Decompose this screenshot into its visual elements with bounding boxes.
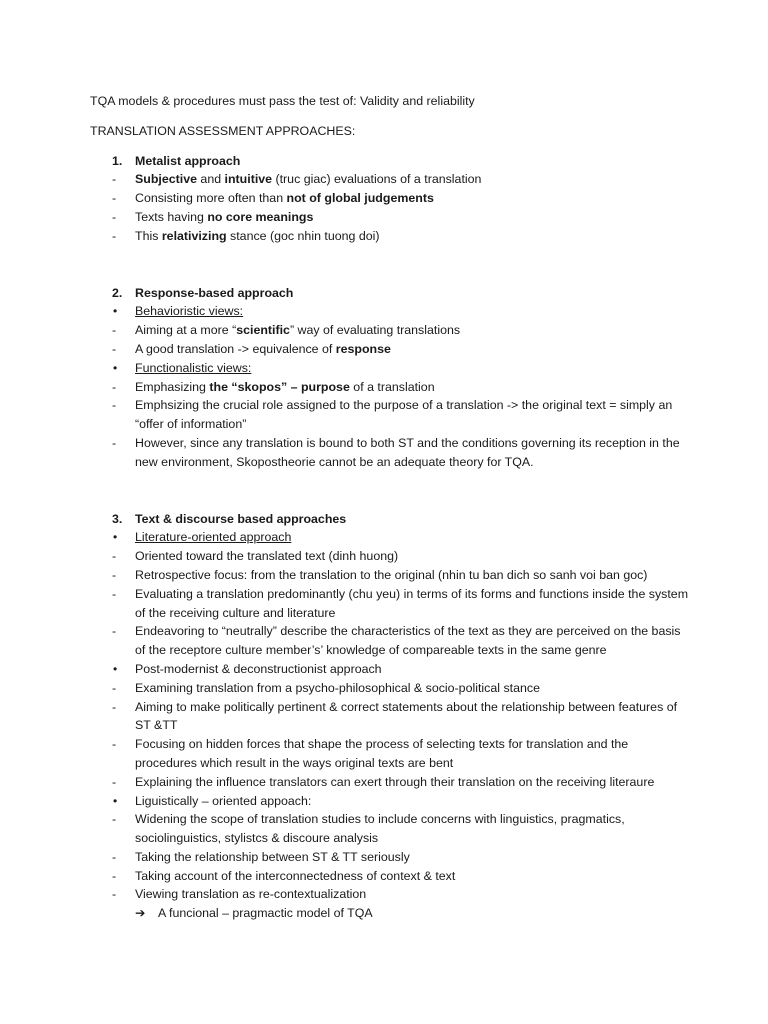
dash-marker: -	[112, 341, 117, 356]
section-heading: TRANSLATION ASSESSMENT APPROACHES:	[90, 123, 356, 138]
list-item	[90, 396, 690, 434]
list-item	[90, 622, 690, 660]
approach-sections	[90, 152, 690, 923]
section-title-text: Metalist approach	[135, 153, 241, 168]
list-item	[90, 189, 690, 208]
list-item	[90, 585, 690, 623]
item-text: Evaluating a translation predominantly (chu yeu) in terms of its forms and functions inside the system of the receiving culture and literature	[135, 586, 689, 620]
item-text: no core meanings	[207, 209, 314, 224]
arrow-icon: ➔	[135, 906, 146, 921]
list-item	[90, 227, 690, 246]
item-text: Emphsizing the crucial role assigned to the purpose of a translation -> the original text = simply an “offer of information”	[135, 398, 673, 432]
sub-heading	[90, 359, 690, 378]
item-text: response	[335, 341, 391, 356]
item-text: (truc giac) evaluations of a translation	[272, 172, 482, 187]
dash-marker: -	[112, 774, 117, 789]
item-text: Oriented toward the translated text (dinh huong)	[135, 549, 399, 564]
item-text: stance (goc nhin tuong doi)	[226, 228, 380, 243]
item-text: Aiming at a more “	[135, 323, 237, 338]
item-text: Consisting more often than	[135, 191, 287, 206]
item-text: Retrospective focus: from the translation to the original (nhin tu ban dich so sanh voi ban goc)	[135, 567, 648, 582]
item-text: and	[196, 172, 225, 187]
list-item	[90, 810, 690, 848]
item-text: the “skopos” – purpose	[209, 379, 350, 394]
dash-marker: -	[112, 812, 117, 827]
list-item	[90, 735, 690, 773]
dash-marker: -	[112, 849, 117, 864]
section-number: 2.	[112, 285, 123, 300]
bullet-icon: •	[113, 661, 118, 676]
item-text: intuitive	[224, 172, 273, 187]
dash-marker: -	[112, 398, 117, 413]
dash-marker: -	[112, 586, 117, 601]
dash-marker: -	[112, 567, 117, 582]
section-title	[90, 284, 690, 303]
dash-marker: -	[112, 228, 117, 243]
item-text: Literature-oriented approach	[135, 530, 292, 545]
conclusion-item	[90, 904, 690, 923]
item-text: Viewing translation as re-contextualization	[135, 887, 367, 902]
dash-marker: -	[112, 191, 117, 206]
section-number: 3.	[112, 511, 123, 526]
list-item	[90, 434, 690, 472]
item-text: Emphasizing	[135, 379, 210, 394]
section-title-text: Text & discourse based approaches	[135, 511, 347, 526]
item-text: This	[135, 228, 162, 243]
list-item	[90, 885, 690, 904]
item-text: of a translation	[349, 379, 435, 394]
list-item	[90, 208, 690, 227]
item-text: not of global judgements	[286, 191, 434, 206]
item-text: However, since any translation is bound to both ST and the conditions governing its reception in the new environment, Skopostheorie cannot be an adequate theory for TQA.	[135, 435, 680, 469]
item-text: Subjective	[135, 172, 197, 187]
item-text: Texts having	[135, 209, 208, 224]
item-text: Liguistically – oriented appoach:	[135, 793, 312, 808]
dash-marker: -	[112, 549, 117, 564]
list-item	[90, 566, 690, 585]
bullet-icon: •	[113, 793, 118, 808]
item-text: A good translation -> equivalence of	[135, 341, 336, 356]
item-text: ” way of evaluating translations	[289, 323, 461, 338]
bullet-icon: •	[113, 360, 118, 375]
item-text: Examining translation from a psycho-philosophical & socio-political stance	[135, 680, 540, 695]
item-text: scientific	[236, 323, 290, 338]
item-text: Behavioristic views:	[135, 304, 244, 319]
intro-line: TQA models & procedures must pass the test of: Validity and reliability	[90, 94, 475, 108]
list-item	[90, 698, 690, 736]
section-title-text: Response-based approach	[135, 285, 294, 300]
bullet-icon: •	[113, 530, 118, 545]
section-number: 1.	[112, 153, 123, 168]
list-item	[90, 867, 690, 886]
dash-marker: -	[112, 209, 117, 224]
item-text: relativizing	[161, 228, 227, 243]
item-text: Taking account of the interconnectedness of context & text	[135, 868, 456, 883]
item-text: Explaining the influence translators can exert through their translation on the receiving literaure	[135, 774, 655, 789]
dash-marker: -	[112, 868, 117, 883]
item-text: Post-modernist & deconstructionist approach	[135, 661, 382, 676]
item-text: Endeavoring to “neutrally” describe the characteristics of the text as they are perceived on the basis of the receptore culture member’s’ knowledge of compareable texts in the same genre	[135, 624, 681, 658]
dash-marker: -	[112, 172, 117, 187]
dash-marker: -	[112, 323, 117, 338]
list-item	[90, 773, 690, 792]
dash-marker: -	[112, 680, 117, 695]
section-title	[90, 152, 690, 171]
list-item	[90, 340, 690, 359]
list-item	[90, 170, 690, 189]
sub-heading	[90, 302, 690, 321]
dash-marker: -	[112, 699, 117, 714]
dash-marker: -	[112, 624, 117, 639]
dash-marker: -	[112, 737, 117, 752]
list-item	[90, 547, 690, 566]
sub-heading	[90, 792, 690, 811]
list-item	[90, 848, 690, 867]
item-text: Aiming to make politically pertinent & correct statements about the relationship between features of ST &TT	[135, 699, 678, 733]
bullet-icon: •	[113, 304, 118, 319]
item-text: Taking the relationship between ST & TT seriously	[135, 849, 410, 864]
document-body	[90, 92, 690, 923]
item-text: Functionalistic views:	[135, 360, 252, 375]
sub-heading	[90, 660, 690, 679]
dash-marker: -	[112, 435, 117, 450]
dash-marker: -	[112, 887, 117, 902]
item-text: Focusing on hidden forces that shape the process of selecting texts for translation and the procedures which result in the ways original texts are bent	[135, 737, 629, 770]
list-item	[90, 679, 690, 698]
sub-heading	[90, 528, 690, 547]
list-item	[90, 321, 690, 340]
dash-marker: -	[112, 379, 117, 394]
list-item	[90, 378, 690, 397]
item-text: Widening the scope of translation studies to include concerns with linguistics, pragmatics, sociolinguistics, stylistcs & discoure analysis	[135, 812, 625, 846]
section-title	[90, 510, 690, 529]
item-text: A funcional – pragmactic model of TQA	[158, 906, 373, 921]
